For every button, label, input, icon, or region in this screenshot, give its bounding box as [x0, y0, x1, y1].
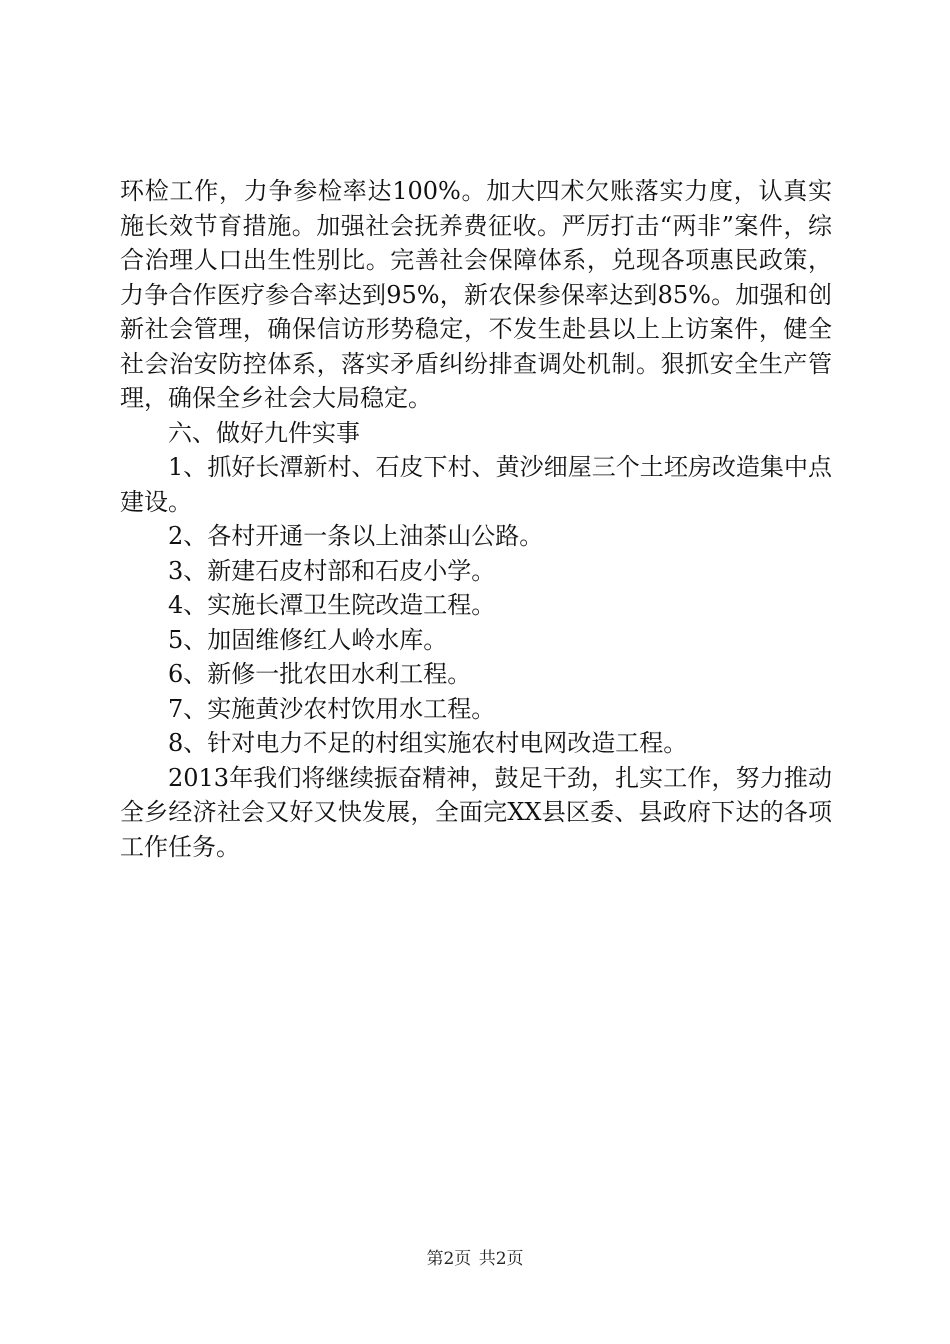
- list-item: 3、新建石皮村部和石皮小学。: [168, 556, 496, 585]
- list-item: 7、实施黄沙农村饮用水工程。: [168, 694, 496, 723]
- list-item: 6、新修一批农田水利工程。: [168, 660, 472, 688]
- paragraph-continuation: 环检工作，力争参检率达100%。加大四术欠账落实力度，认真实施长效节育措施。加强社会抚养费征收。严厉打击“两非”案件，综合治理人口出生性别比。完善社会保障体系，兑现各项惠民政策，力争合作医疗参合率达到95%，新农保参保率达到85%。加强和创新社会管理，确保信访形势稳定，不发生赴县以上上访案件，健全社会治安防控体系，落实矛盾纠纷排查调处机制。狠抓安全生产管理，确保全乡社会大局稳定。: [120, 177, 832, 412]
- list-item: 2、各村开通一条以上油茶山公路。: [168, 522, 544, 550]
- list-item: 4、实施长潭卫生院改造工程。: [168, 591, 496, 619]
- document-body: [120, 174, 832, 864]
- list-item: 5、加固维修红人岭水库。: [168, 625, 448, 654]
- list-item: 1、抓好长潭新村、石皮下村、黄沙细屋三个土坯房改造集中点建设。: [120, 453, 832, 516]
- paragraph-closing: 2013年我们将继续振奋精神，鼓足干劲，扎实工作，努力推动全乡经济社会又好又快发展，全面完XX县区委、县政府下达的各项工作任务。: [120, 763, 832, 861]
- section-heading-six: 六、做好九件实事: [168, 418, 360, 447]
- page-footer-number: 第2页 共2页: [426, 1249, 524, 1269]
- list-item: 8、针对电力不足的村组实施农村电网改造工程。: [168, 729, 688, 757]
